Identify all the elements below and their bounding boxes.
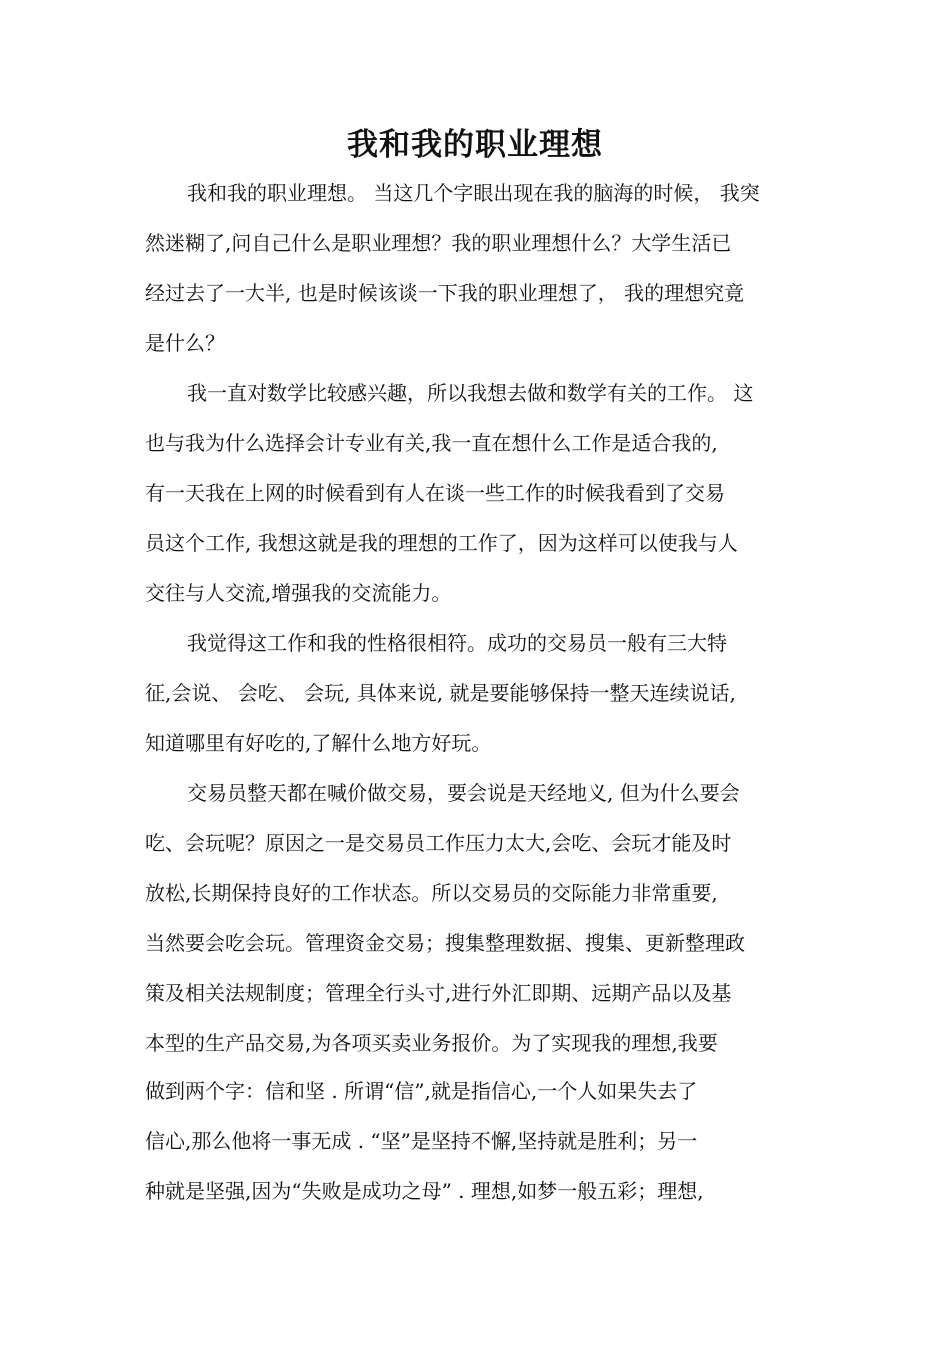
paragraph-2-line-2: 也与我为什么选择会计专业有关,我一直在想什么工作是适合我的,: [145, 431, 718, 455]
paragraph-4-line-3: 放松,长期保持良好的工作状态。所以交易员的交际能力非常重要,: [145, 881, 718, 905]
paragraph-4-line-1: 交易员整天都在喊价做交易，要会说是天经地义, 但为什么要会: [187, 781, 740, 805]
paragraph-3-line-1: 我觉得这工作和我的性格很相符。成功的交易员一般有三大特: [187, 631, 727, 655]
paragraph-2-line-4: 员这个工作, 我想这就是我的理想的工作了，因为这样可以使我与人: [145, 531, 738, 555]
paragraph-4-line-7: 做到两个字：信和坚 . 所谓“信”,就是指信心,一个人如果失去了: [145, 1079, 698, 1103]
paragraph-4-line-6: 本型的生产品交易,为各项买卖业务报价。为了实现我的理想,我要: [145, 1031, 718, 1055]
paragraph-1-line-4: 是什么？: [145, 331, 225, 355]
paragraph-2-line-5: 交往与人交流,增强我的交流能力。: [145, 581, 452, 605]
paragraph-4-line-5: 策及相关法规制度；管理全行头寸,进行外汇即期、远期产品以及基: [145, 981, 732, 1005]
paragraph-2-line-3: 有一天我在上网的时候看到有人在谈一些工作的时候我看到了交易: [145, 481, 725, 505]
paragraph-1-line-2: 然迷糊了,问自己什么是职业理想？我的职业理想什么？大学生活已: [145, 231, 732, 255]
paragraph-4-line-4: 当然要会吃会玩。管理资金交易；搜集整理数据、搜集、更新整理政: [145, 931, 745, 955]
paragraph-2-line-1: 我一直对数学比较感兴趣，所以我想去做和数学有关的工作。 这: [187, 381, 754, 405]
paragraph-4-line-8: 信心,那么他将一事无成 . “坚”是坚持不懈,坚持就是胜利；另一: [145, 1129, 698, 1153]
paragraph-4-line-9: 种就是坚强,因为“失败是成功之母” . 理想,如梦一般五彩；理想,: [145, 1179, 704, 1203]
paragraph-3-line-3: 知道哪里有好吃的,了解什么地方好玩。: [145, 731, 492, 755]
document-title: 我和我的职业理想: [347, 127, 603, 163]
paragraph-4-line-2: 吃、会玩呢？原因之一是交易员工作压力太大,会吃、会玩才能及时: [145, 831, 732, 855]
paragraph-1-line-1: 我和我的职业理想。 当这几个字眼出现在我的脑海的时候， 我突: [187, 181, 760, 205]
paragraph-3-line-2: 征,会说、 会吃、 会玩, 具体来说, 就是要能够保持一整天连续说话,: [145, 681, 736, 705]
paragraph-1-line-3: 经过去了一大半, 也是时候该谈一下我的职业理想了， 我的理想究竟: [145, 281, 745, 305]
